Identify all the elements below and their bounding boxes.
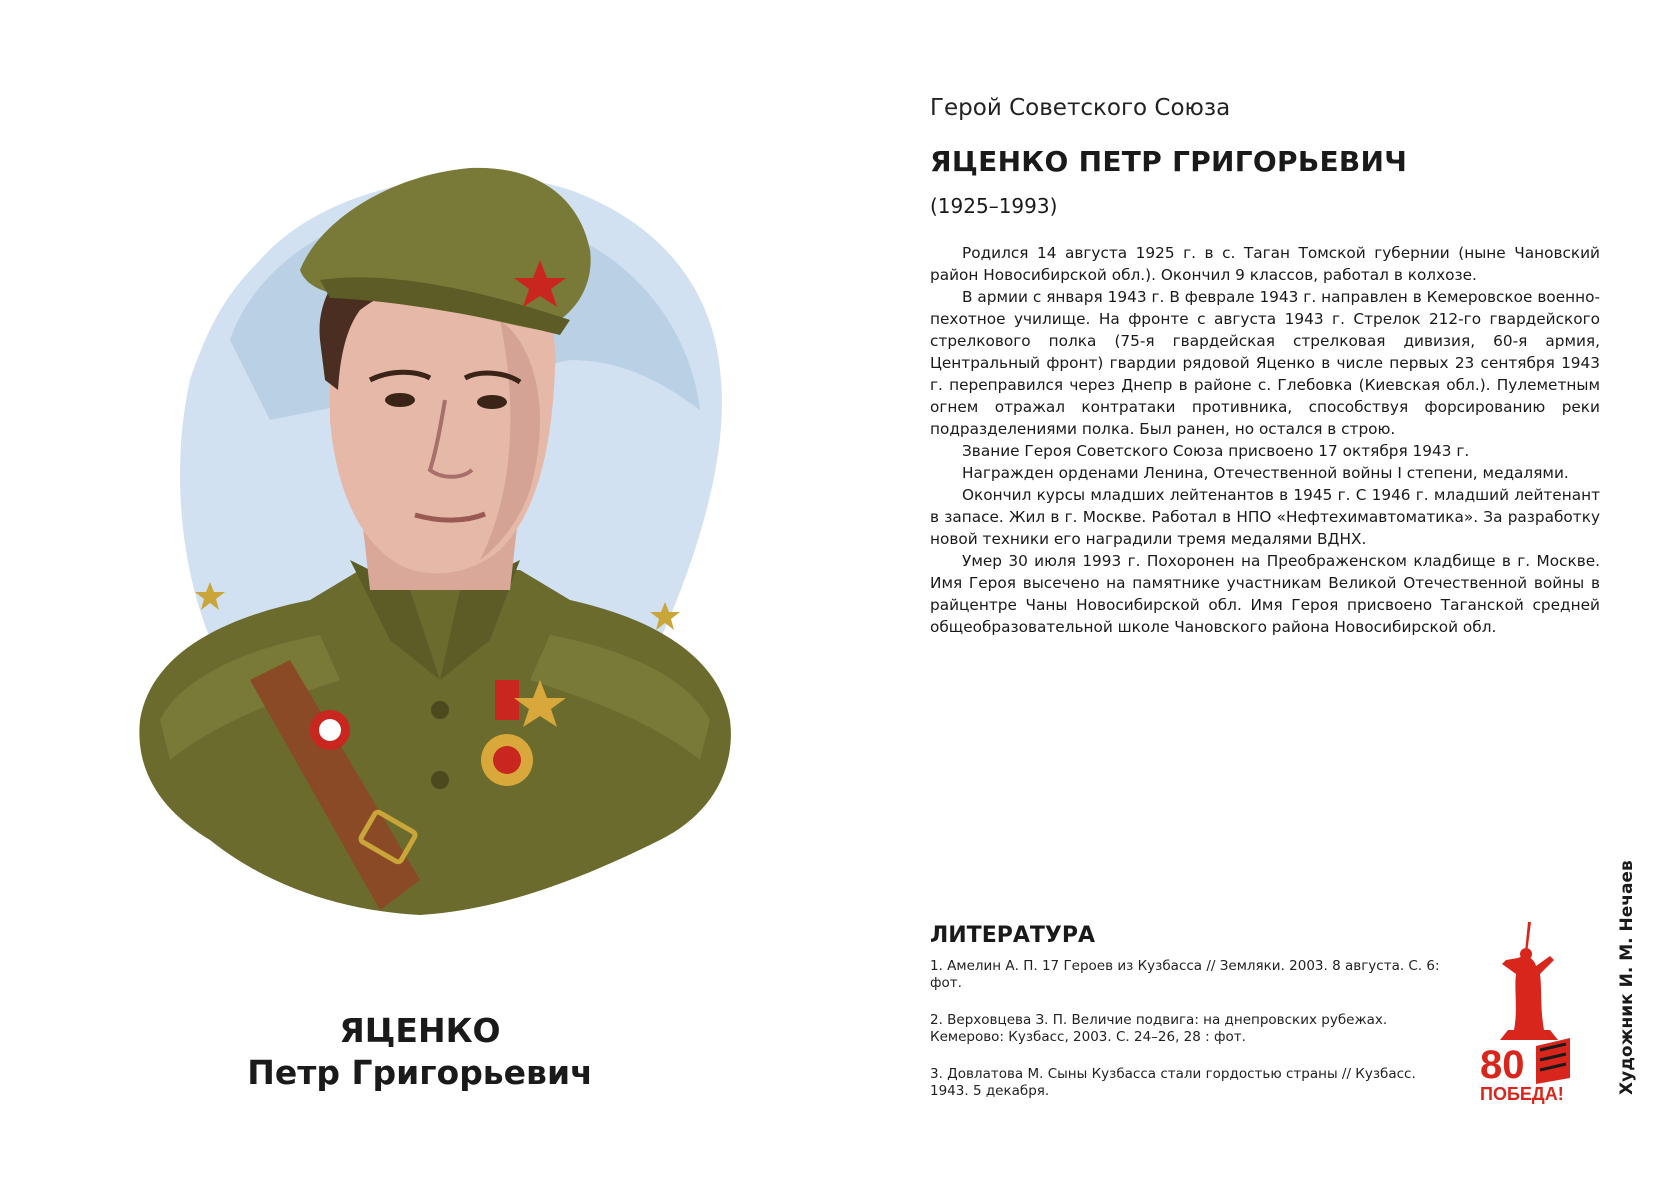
caption-given-name: Петр Григорьевич	[247, 1053, 593, 1092]
bio-paragraph: Окончил курсы младших лейтенантов в 1945 г. С 1946 г. младший лейтенант в запасе. Жил в г. Москве. Работал в НПО «Нефтехимавтоматика». За разработку новой техники его наградили тремя медалями ВДНХ.	[930, 486, 1600, 548]
victory-80-logo	[1478, 918, 1574, 1104]
literature-item: 3. Довлатова М. Сыны Кузбасса стали гордостью страны // Кузбасс. 1943. 5 декабря.	[930, 1066, 1416, 1099]
artist-credit: Художник И. М. Нечаев	[1617, 860, 1637, 1095]
portrait-caption	[170, 1010, 670, 1094]
literature-section	[930, 920, 1450, 1120]
hero-category: Герой Советского Союза	[930, 95, 1231, 121]
literature-list	[930, 958, 1450, 1100]
hero-portrait	[100, 120, 740, 920]
logo-word: ПОБЕДА!	[1480, 1084, 1564, 1104]
bio-paragraph: Умер 30 июля 1993 г. Похоронен на Преображенском кладбище в г. Москве. Имя Героя высечено на памятнике участникам Великой Отечественной войны в райцентре Чаны Новосибирской обл. Имя Героя присвоено Таганской средней общеобразовательной школе Чановского района Новосибирской обл.	[930, 552, 1600, 636]
bio-paragraph: Звание Героя Советского Союза присвоено 17 октября 1943 г.	[962, 442, 1470, 460]
literature-item: 2. Верховцева З. П. Величие подвига: на днепровских рубежах. Кемерово: Кузбасс, 2003. С. 24–26, 28 : фот.	[930, 1012, 1388, 1045]
portrait-painting	[100, 120, 740, 920]
literature-title: ЛИТЕРАТУРА	[930, 923, 1095, 948]
life-years: (1925–1993)	[930, 194, 1058, 218]
biography-text	[930, 242, 1600, 638]
motherland-statue-icon	[1478, 918, 1574, 1104]
biography-section	[930, 90, 1600, 638]
literature-item: 1. Амелин А. П. 17 Героев из Кузбасса // Земляки. 2003. 8 августа. С. 6: фот.	[930, 958, 1440, 991]
caption-surname: ЯЦЕНКО	[339, 1011, 501, 1050]
logo-number: 80	[1480, 1043, 1525, 1087]
bio-paragraph: Родился 14 августа 1925 г. в с. Таган Томской губернии (ныне Чановский район Новосибирской обл.). Окончил 9 классов, работал в колхозе.	[930, 244, 1600, 284]
bio-paragraph: Награжден орденами Ленина, Отечественной войны I степени, медалями.	[962, 464, 1569, 482]
bio-paragraph: В армии с января 1943 г. В феврале 1943 г. направлен в Кемеровское военно-пехотное училище. На фронте с августа 1943 г. Стрелок 212-го гвардейского стрелкового полка (75-я гвардейская стрелковая дивизия, 60-я армия, Центральный фронт) гвардии рядовой Яценко в числе первых 23 сентября 1943 г. переправился через Днепр в районе с. Глебовка (Киевская обл.). Пулеметным огнем отражал контратаки противника, способствуя форсированию реки подразделениями полка. Был ранен, но остался в строю.	[930, 288, 1600, 438]
hero-full-name: ЯЦЕНКО ПЕТР ГРИГОРЬЕВИЧ	[930, 145, 1408, 178]
